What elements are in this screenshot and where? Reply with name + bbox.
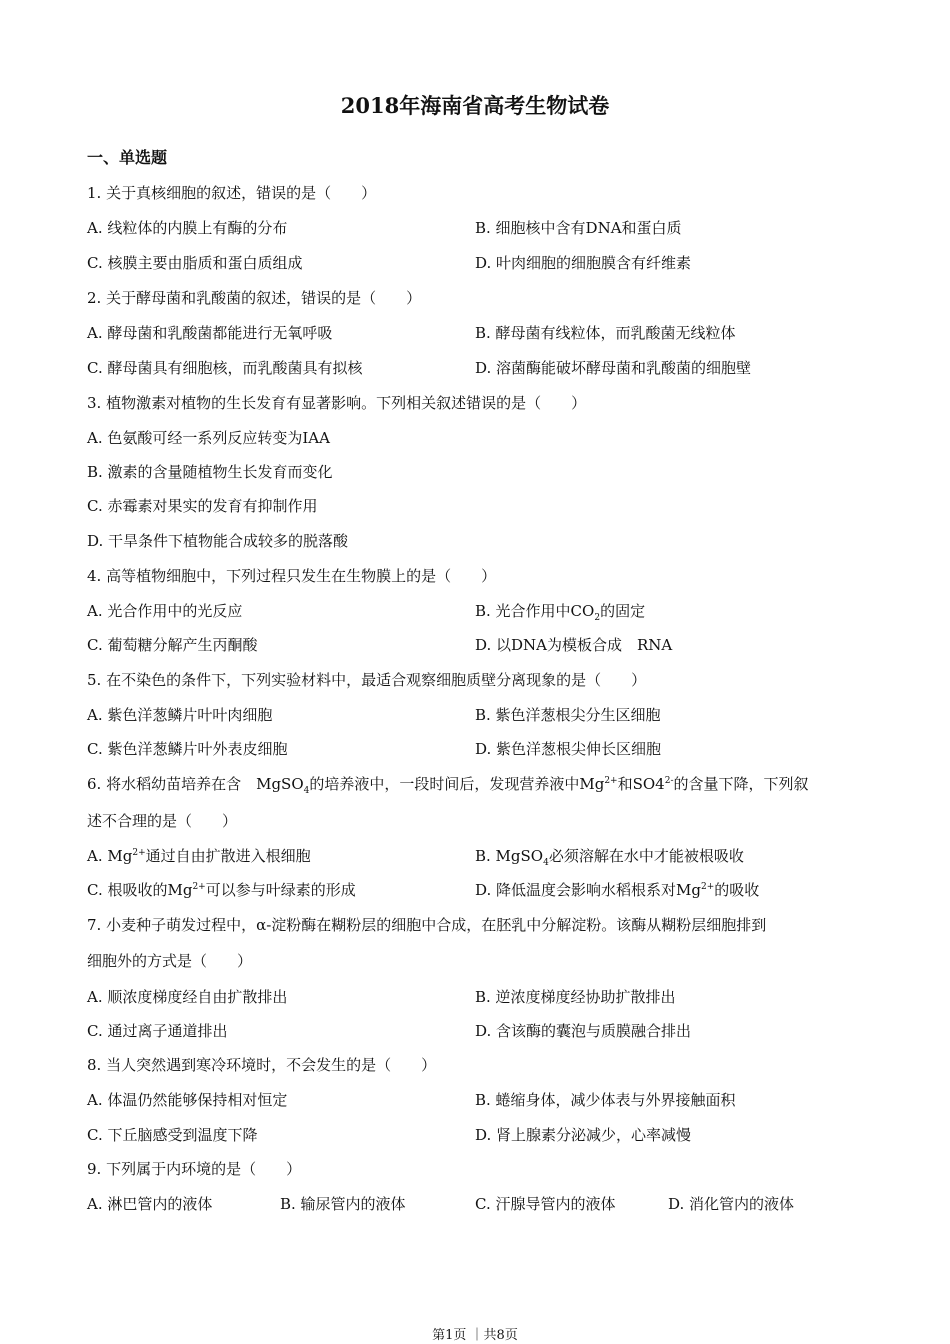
question-6-option-c-part-1: C. 根吸收的Mg [87, 881, 193, 899]
question-9-option-d: D. 消化管内的液体 [668, 1195, 795, 1213]
question-6-stem-line-2: 述不合理的是（ ） [87, 812, 238, 830]
question-6-option-c-superscript: 2+ [192, 882, 206, 892]
question-2-option-a: A. 酵母菌和乳酸菌都能进行无氧呼吸 [87, 324, 333, 342]
question-4-stem: 4. 高等植物细胞中，下列过程只发生在生物膜上的是（ ） [87, 567, 497, 585]
question-6-stem-superscript-1: 2+ [604, 776, 618, 786]
question-3-option-d: D. 干旱条件下植物能合成较多的脱落酸 [87, 532, 349, 550]
question-2-option-b: B. 酵母菌有线粒体，而乳酸菌无线粒体 [475, 324, 736, 342]
question-4-option-b-subscript: 2 [594, 613, 601, 623]
question-4-option-b-tail: 的固定 [600, 602, 646, 620]
question-9-stem: 9. 下列属于内环境的是（ ） [87, 1160, 302, 1178]
question-6-option-b-subscript: 4 [543, 858, 549, 868]
question-6-option-c-part-2: 可以参与叶绿素的形成 [205, 881, 356, 899]
question-7-option-d: D. 含该酶的囊泡与质膜融合排出 [475, 1022, 692, 1040]
question-6-option-d-superscript: 2+ [701, 882, 715, 892]
question-5-option-d: D. 紫色洋葱根尖伸长区细胞 [475, 740, 662, 758]
question-6-stem-part-a: 6. 将水稻幼苗培养在含 MgSO [87, 775, 304, 793]
page-footer: 第1页 ｜共8页 [432, 1328, 518, 1343]
question-2-stem: 2. 关于酵母菌和乳酸菌的叙述，错误的是（ ） [87, 289, 422, 307]
question-1-option-b: B. 细胞核中含有DNA和蛋白质 [475, 219, 682, 237]
question-6-option-a-superscript: 2+ [132, 848, 146, 858]
question-4-option-c: C. 葡萄糖分解产生丙酮酸 [87, 636, 258, 654]
question-7-option-a: A. 顺浓度梯度经自由扩散排出 [87, 988, 288, 1006]
question-3-option-b: B. 激素的含量随植物生长发育而变化 [87, 463, 333, 481]
question-6-stem-subscript: 4 [303, 786, 310, 796]
question-6-stem-part-c: 和SO4 [617, 775, 665, 793]
question-6-stem-part-b: 的培养液中，一段时间后，发现营养液中Mg [309, 775, 605, 793]
question-7-option-c: C. 通过离子通道排出 [87, 1022, 228, 1040]
question-1-stem: 1. 关于真核细胞的叙述，错误的是（ ） [87, 184, 377, 202]
question-6-option-c [87, 879, 356, 900]
question-4-option-b [475, 600, 645, 623]
question-8-option-c: C. 下丘脑感受到温度下降 [87, 1126, 258, 1144]
question-8-option-b: B. 蜷缩身体，减少体表与外界接触面积 [475, 1091, 736, 1109]
question-6-option-a-part-1: A. Mg [87, 847, 133, 865]
question-6-option-d-part-2: 的吸收 [714, 881, 760, 899]
question-2-option-d: D. 溶菌酶能破坏酵母菌和乳酸菌的细胞壁 [475, 359, 752, 377]
question-5-stem: 5. 在不染色的条件下，下列实验材料中，最适合观察细胞质壁分离现象的是（ ） [87, 671, 647, 689]
question-4-option-a: A. 光合作用中的光反应 [87, 602, 243, 620]
question-7-option-b: B. 逆浓度梯度经协助扩散排出 [475, 988, 676, 1006]
question-6-stem-part-d: 的含量下降，下列叙 [673, 775, 809, 793]
question-6-option-b [475, 845, 744, 868]
question-6-stem [87, 773, 867, 796]
question-8-option-d: D. 肾上腺素分泌减少，心率减慢 [475, 1126, 692, 1144]
question-9-option-c: C. 汗腺导管内的液体 [475, 1195, 616, 1213]
question-5-option-c: C. 紫色洋葱鳞片叶外表皮细胞 [87, 740, 288, 758]
question-6-stem-superscript-2: 2- [664, 776, 674, 786]
document-title: 2018年海南省高考生物试卷 [340, 93, 610, 118]
question-1-option-d: D. 叶肉细胞的细胞膜含有纤维素 [475, 254, 692, 272]
question-8-stem: 8. 当人突然遇到寒冷环境时，不会发生的是（ ） [87, 1056, 437, 1074]
question-4-option-b-text: B. 光合作用中CO [475, 602, 595, 620]
section-heading: 一、单选题 [87, 148, 168, 167]
question-6-option-a [87, 845, 311, 866]
question-5-option-b: B. 紫色洋葱根尖分生区细胞 [475, 706, 661, 724]
question-6-option-d [475, 879, 759, 900]
question-7-stem-line-2: 细胞外的方式是（ ） [87, 952, 253, 970]
question-1-option-a: A. 线粒体的内膜上有酶的分布 [87, 219, 288, 237]
question-4-option-d: D. 以DNA为模板合成 RNA [475, 636, 673, 654]
question-9-option-b: B. 输尿管内的液体 [280, 1195, 406, 1213]
question-5-option-a: A. 紫色洋葱鳞片叶叶肉细胞 [87, 706, 273, 724]
question-7-stem: 7. 小麦种子萌发过程中，α-淀粉酶在糊粉层的细胞中合成，在胚乳中分解淀粉。该酶从糊粉层细胞排到 [87, 916, 767, 934]
question-8-option-a: A. 体温仍然能够保持相对恒定 [87, 1091, 288, 1109]
question-9-option-a: A. 淋巴管内的液体 [87, 1195, 213, 1213]
question-6-option-d-part-1: D. 降低温度会影响水稻根系对Mg [475, 881, 701, 899]
question-6-option-a-part-2: 通过自由扩散进入根细胞 [145, 847, 311, 865]
question-3-option-c: C. 赤霉素对果实的发育有抑制作用 [87, 497, 318, 515]
question-3-stem: 3. 植物激素对植物的生长发育有显著影响。下列相关叙述错误的是（ ） [87, 394, 587, 412]
question-2-option-c: C. 酵母菌具有细胞核，而乳酸菌具有拟核 [87, 359, 363, 377]
question-1-option-c: C. 核膜主要由脂质和蛋白质组成 [87, 254, 303, 272]
question-3-option-a: A. 色氨酸可经一系列反应转变为IAA [87, 429, 330, 447]
question-6-option-b-part-1: B. MgSO [475, 847, 544, 865]
question-6-option-b-part-2: 必须溶解在水中才能被根吸收 [548, 847, 744, 865]
